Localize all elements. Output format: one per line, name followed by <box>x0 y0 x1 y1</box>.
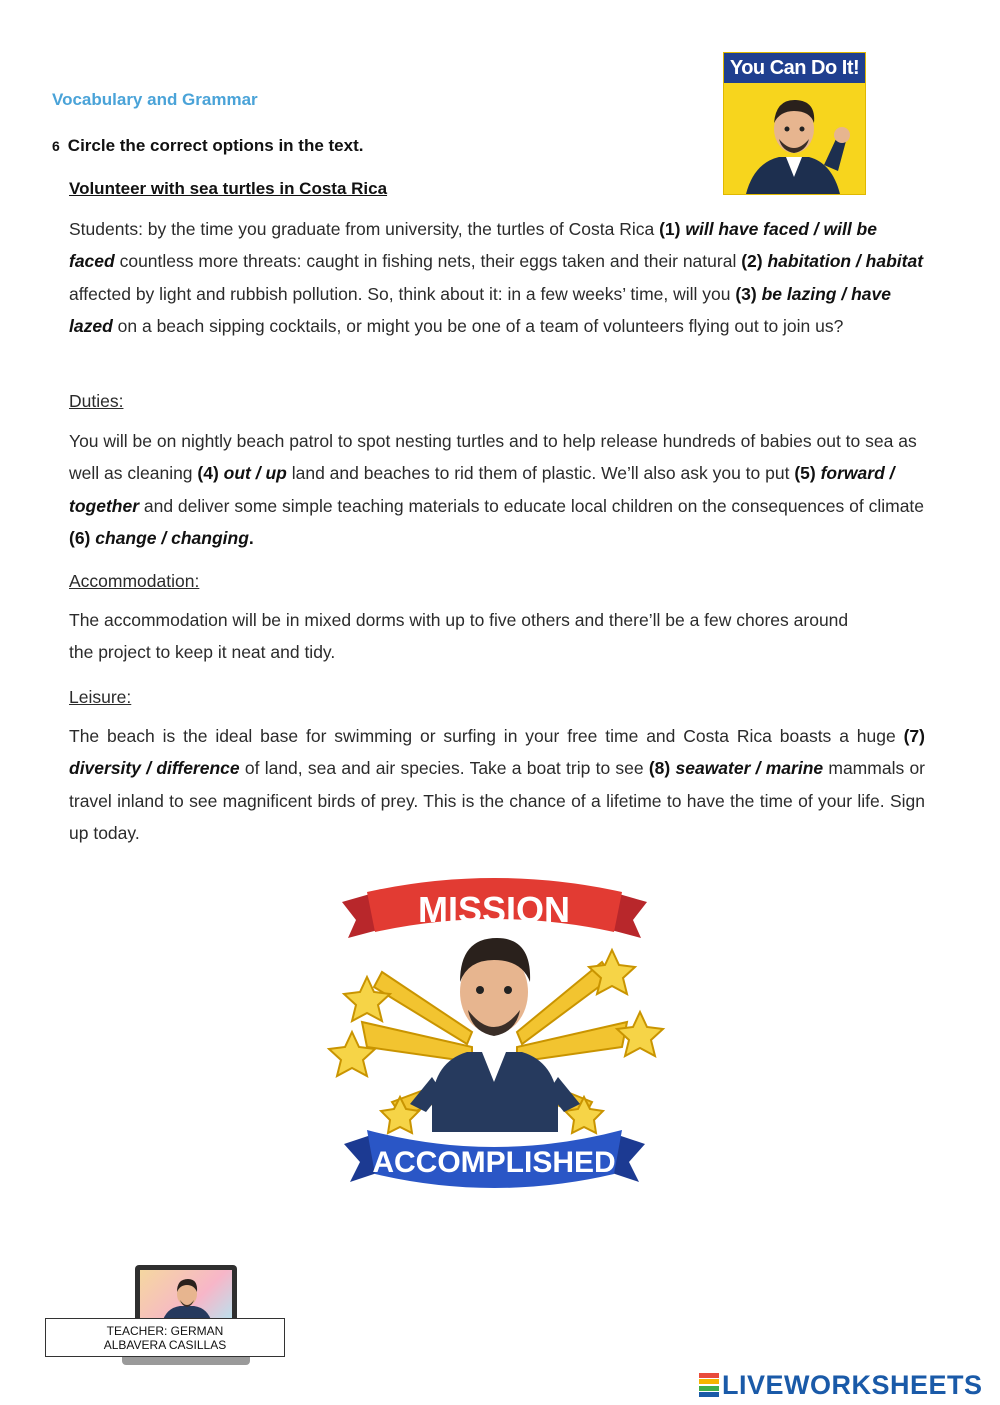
teacher-avatar <box>140 1270 232 1323</box>
gap-options-4[interactable]: out / up <box>223 463 287 484</box>
exercise-number: 6 <box>52 138 60 154</box>
badge-caption: You Can Do It! <box>724 53 865 83</box>
gap-number-4: (4) <box>197 463 219 484</box>
article-heading: Volunteer with sea turtles in Costa Rica <box>69 179 388 198</box>
mission-bottom-text: ACCOMPLISHED <box>372 1146 616 1179</box>
laptop-illustration <box>135 1265 237 1323</box>
liveworksheets-brand[interactable] <box>699 1370 983 1400</box>
gap-number-1: (1) <box>659 219 681 239</box>
intro-text-3: affected by light and rubbish pollution. So, think about it: in a few weeks’ time, will you <box>69 283 736 304</box>
teacher-line-2: ALBAVERA CASILLAS <box>103 1338 227 1352</box>
leisure-paragraph <box>69 720 925 849</box>
laptop-base <box>122 1357 250 1365</box>
mission-accomplished-graphic <box>322 872 667 1197</box>
gap-options-5[interactable]: forward / together <box>69 463 895 516</box>
avatar-illustration <box>724 53 865 194</box>
accommodation-paragraph: The accommodation will be in mixed dorms with up to five others and there’ll be a few chores around the project to keep it neat and tidy. <box>69 610 849 663</box>
gap-options-7[interactable]: diversity / difference <box>69 758 240 779</box>
intro-text-4: on a beach sipping cocktails, or might you be one of a team of volunteers flying out to join us? <box>112 315 844 336</box>
gap-number-6: (6) <box>69 527 91 548</box>
duties-text-1: You will be on nightly beach patrol to spot nesting turtles and to help release hundreds of babies out to sea as well as cleaning <box>69 431 917 484</box>
leisure-text-2: of land, sea and air species. Take a boat trip to see <box>239 758 649 779</box>
duties-text-4: . <box>248 527 254 548</box>
gap-number-8: (8) <box>648 758 671 779</box>
gap-options-6[interactable]: change / changing <box>95 527 249 548</box>
leisure-label: Leisure: <box>69 687 132 707</box>
gap-number-5: (5) <box>794 463 816 484</box>
leisure-text-1: The beach is the ideal base for swimming or surfing in your free time and Costa Rica boasts a huge <box>69 726 904 746</box>
gap-options-2[interactable]: habitation / habitat <box>767 251 924 272</box>
brand-name: LIVEWORKSHEETS <box>722 1369 983 1400</box>
duties-paragraph <box>69 425 925 554</box>
accommodation-label: Accommodation: <box>69 571 200 591</box>
gap-options-1[interactable]: will have faced / will be faced <box>69 219 877 272</box>
laptop-screen <box>140 1270 232 1323</box>
duties-text-3: and deliver some simple teaching materials to educate local children on the consequences of climate <box>139 495 925 516</box>
intro-text-1: Students: by the time you graduate from university, the turtles of Costa Rica <box>69 219 660 239</box>
duties-label: Duties: <box>69 391 124 411</box>
gap-number-7: (7) <box>903 726 925 746</box>
gap-options-8[interactable]: seawater / marine <box>675 758 824 779</box>
teacher-line-1: TEACHER: GERMAN <box>106 1324 224 1338</box>
gap-number-3: (3) <box>735 283 757 304</box>
instruction-text: Circle the correct options in the text. <box>67 136 364 155</box>
duties-text-2: land and beaches to rid them of plastic. We’ll also ask you to put <box>286 463 795 484</box>
liveworksheets-logo-icon <box>699 1373 719 1397</box>
leisure-text-3: mammals or travel inland to see magnificent birds of prey. This is the chance of a lifetime to have the time of your life. Sign up today. <box>69 758 926 843</box>
intro-text-2: countless more threats: caught in fishing nets, their eggs taken and their natural <box>114 251 742 272</box>
exercise-instruction <box>52 136 363 156</box>
mission-top-text: MISSION <box>417 889 571 930</box>
section-title: Vocabulary and Grammar <box>52 90 258 109</box>
gap-options-3[interactable]: be lazing / have lazed <box>69 283 891 336</box>
you-can-do-it-badge <box>723 52 866 195</box>
intro-paragraph <box>69 213 925 342</box>
gap-number-2: (2) <box>741 251 763 272</box>
teacher-credit <box>45 1318 285 1357</box>
